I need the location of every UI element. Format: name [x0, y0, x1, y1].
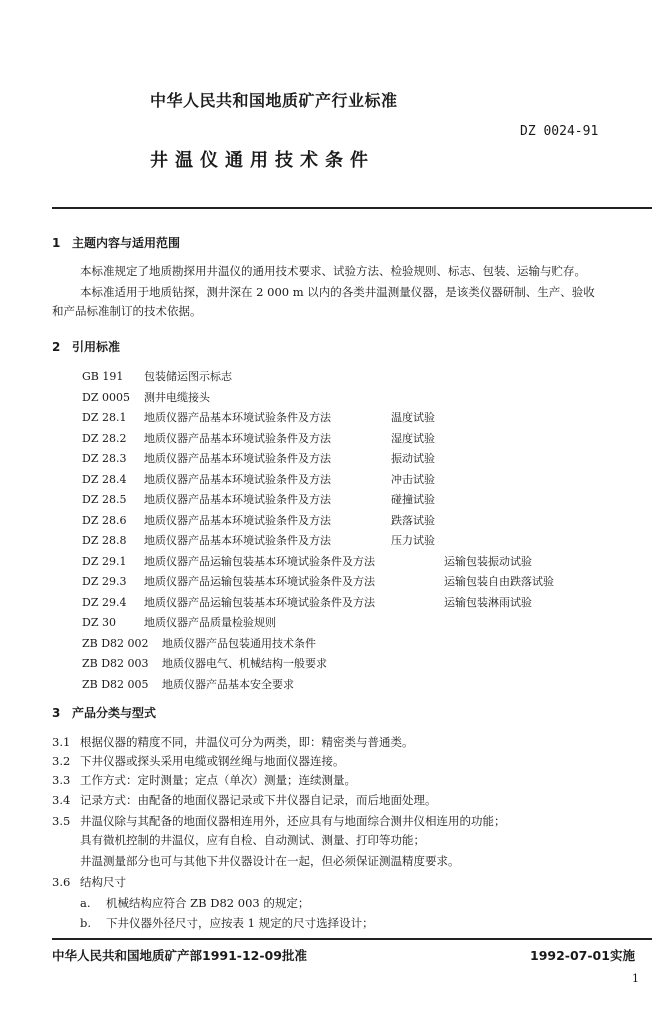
reference-item	[82, 429, 554, 450]
page-number: 1	[632, 972, 639, 985]
clause-text: 记录方式：由配备的地面仪器记录或下井仪器自记录，而后地面处理。	[80, 793, 437, 807]
reference-title: 包装储运图示标志	[144, 370, 232, 383]
section-1-number: 1	[52, 236, 61, 250]
reference-code: DZ 0005	[82, 390, 130, 404]
clause-3-6-item-a	[80, 895, 309, 911]
reference-code: ZB D82 003	[82, 657, 149, 670]
reference-code: DZ 29.3	[82, 575, 127, 588]
reference-code: ZB D82 002	[82, 636, 149, 650]
clause-text: 井温仪除与其配备的地面仪器相连用外，还应具有与地面综合测井仪相连用的功能；	[80, 814, 506, 828]
reference-test-type: 湿度试验	[391, 431, 435, 445]
clause-3-4	[52, 792, 437, 808]
section-3-number: 3	[52, 706, 61, 720]
reference-item	[82, 675, 554, 696]
reference-test-type: 运输包装振动试验	[444, 554, 532, 568]
reference-code: DZ 30	[82, 616, 116, 629]
section-3-heading	[52, 704, 156, 721]
clause-3-2	[52, 753, 345, 769]
reference-title: 地质仪器产品基本环境试验条件及方法	[144, 452, 331, 465]
section-1-para-2-line-2: 和产品标准制订的技术依据。	[52, 304, 202, 318]
reference-item	[82, 388, 554, 409]
reference-item	[82, 531, 554, 552]
reference-title: 地质仪器产品运输包装基本环境试验条件及方法	[144, 595, 375, 609]
reference-title: 地质仪器产品基本安全要求	[162, 677, 294, 691]
clause-number: 3.4	[52, 793, 71, 807]
reference-item	[82, 470, 554, 491]
reference-test-type: 跌落试验	[391, 513, 435, 527]
reference-test-type: 冲击试验	[391, 472, 435, 486]
clause-3-6-item-b	[80, 915, 374, 931]
reference-code: DZ 29.1	[82, 554, 127, 568]
bottom-rule	[52, 938, 652, 940]
reference-test-type: 运输包装自由跌落试验	[444, 575, 554, 588]
clause-3-6	[52, 874, 126, 890]
reference-item	[82, 511, 554, 532]
reference-title: 地质仪器产品运输包装基本环境试验条件及方法	[144, 575, 375, 588]
reference-code: DZ 28.3	[82, 452, 127, 465]
reference-item	[82, 552, 554, 573]
section-1-title: 主题内容与适用范围	[72, 236, 181, 250]
reference-title: 地质仪器产品质量检验规则	[144, 616, 276, 629]
item-letter: b.	[80, 916, 92, 930]
section-1-para-1: 本标准规定了地质勘探用井温仪的通用技术要求、试验方法、检验规则、标志、包装、运输与贮存。	[80, 264, 586, 278]
clause-3-5-line-3: 井温测量部分也可与其他下井仪器设计在一起，但必须保证测温精度要求。	[80, 854, 460, 868]
effective-date: 1992-07-01实施	[530, 948, 635, 963]
reference-test-type: 运输包装淋雨试验	[444, 595, 532, 609]
section-1-heading	[52, 234, 180, 251]
reference-title: 地质仪器产品运输包装基本环境试验条件及方法	[144, 554, 375, 568]
reference-title: 地质仪器产品基本环境试验条件及方法	[144, 493, 331, 506]
clause-number: 3.6	[52, 875, 71, 889]
reference-item	[82, 490, 554, 511]
reference-item	[82, 634, 554, 655]
clause-text: 结构尺寸	[80, 875, 126, 889]
industry-standard-header: 中华人民共和国地质矿产行业标准	[150, 91, 398, 110]
clause-number: 3.1	[52, 735, 71, 749]
reference-item	[82, 613, 554, 634]
reference-code: GB 191	[82, 370, 124, 383]
reference-title: 地质仪器产品包装通用技术条件	[162, 636, 316, 650]
reference-test-type: 温度试验	[391, 411, 435, 424]
reference-code: DZ 28.2	[82, 431, 127, 445]
top-rule	[52, 207, 652, 209]
reference-item	[82, 408, 554, 429]
reference-test-type: 碰撞试验	[391, 493, 435, 506]
section-2-number: 2	[52, 340, 61, 354]
item-text: 机械结构应符合 ZB D82 003 的规定；	[106, 896, 310, 910]
clause-text: 下井仪器或探头采用电缆或钢丝绳与地面仪器连接。	[80, 754, 345, 768]
clause-3-3	[52, 772, 356, 788]
section-2-heading	[52, 338, 120, 355]
reference-test-type: 振动试验	[391, 452, 435, 465]
reference-item	[82, 572, 554, 593]
reference-title: 地质仪器产品基本环境试验条件及方法	[144, 411, 331, 424]
reference-code: DZ 28.8	[82, 534, 127, 547]
standard-code: DZ 0024-91	[520, 124, 599, 139]
clause-number: 3.5	[52, 814, 71, 828]
item-text: 下井仪器外径尺寸，应按表 1 规定的尺寸选择设计；	[106, 916, 374, 930]
reference-code: DZ 29.4	[82, 595, 127, 609]
item-letter: a.	[80, 896, 91, 910]
section-2-title: 引用标准	[72, 340, 121, 354]
section-1-para-2-line-1: 本标准适用于地质钻探，测井深在 2 000 m 以内的各类井温测量仪器，是该类仪器研制、生产、验收	[80, 285, 595, 299]
clause-number: 3.3	[52, 773, 71, 787]
section-3-title: 产品分类与型式	[72, 706, 157, 720]
reference-item	[82, 367, 554, 388]
clause-3-1	[52, 734, 414, 750]
document-title: 井温仪通用技术条件	[150, 150, 375, 171]
reference-title: 地质仪器产品基本环境试验条件及方法	[144, 472, 331, 486]
reference-title: 地质仪器电气、机械结构一般要求	[162, 657, 327, 670]
reference-title: 测井电缆接头	[144, 390, 210, 404]
reference-item	[82, 449, 554, 470]
reference-title: 地质仪器产品基本环境试验条件及方法	[144, 534, 331, 547]
reference-code: ZB D82 005	[82, 677, 149, 691]
reference-code: DZ 28.1	[82, 411, 127, 424]
clause-text: 工作方式：定时测量；定点（单次）测量；连续测量。	[80, 773, 356, 787]
clause-3-5-line-2: 具有微机控制的井温仪，应有自检、自动测试、测量、打印等功能；	[80, 833, 425, 847]
reference-code: DZ 28.6	[82, 513, 127, 527]
clause-number: 3.2	[52, 754, 71, 768]
clause-3-5	[52, 813, 506, 829]
reference-item	[82, 654, 554, 675]
reference-code: DZ 28.4	[82, 472, 127, 486]
clause-text: 根据仪器的精度不同，井温仪可分为两类，即：精密类与普通类。	[80, 735, 414, 749]
reference-item	[82, 593, 554, 614]
reference-title: 地质仪器产品基本环境试验条件及方法	[144, 431, 331, 445]
reference-title: 地质仪器产品基本环境试验条件及方法	[144, 513, 331, 527]
reference-test-type: 压力试验	[391, 534, 435, 547]
reference-code: DZ 28.5	[82, 493, 127, 506]
reference-list	[82, 367, 554, 695]
approval-line: 中华人民共和国地质矿产部1991-12-09批准	[52, 948, 307, 963]
